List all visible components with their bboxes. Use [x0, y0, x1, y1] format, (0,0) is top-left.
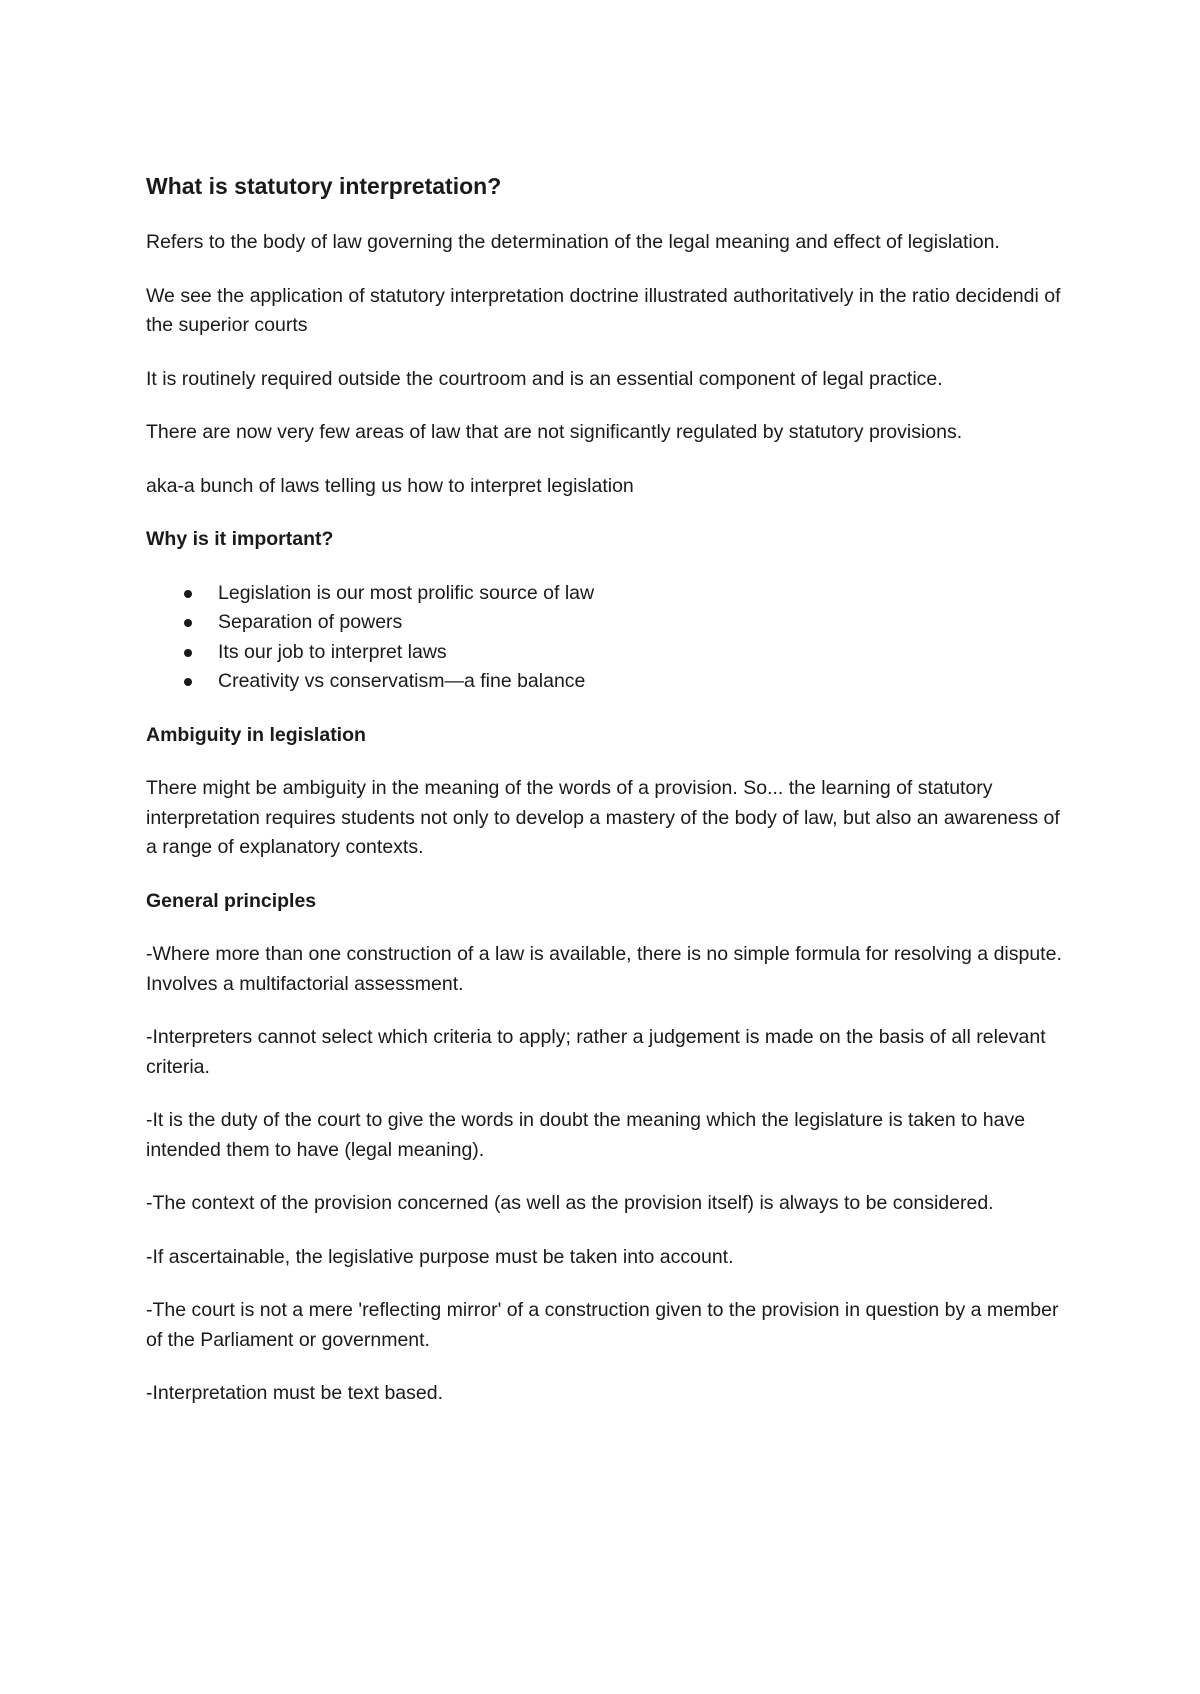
- document-page: [146, 170, 1066, 1433]
- principle-item: -Interpreters cannot select which criteria to apply; rather a judgement is made on the basis of all relevant criteria.: [146, 1026, 1046, 1078]
- principle-item: -Interpretation must be text based.: [146, 1382, 443, 1404]
- bullet-icon: [184, 619, 192, 627]
- list-item: [218, 638, 1066, 668]
- bullet-icon: [184, 649, 192, 657]
- list-item-text: Separation of powers: [218, 611, 403, 633]
- intro-paragraph: We see the application of statutory interpretation doctrine illustrated authoritatively in the ratio decidendi of the superior courts: [146, 284, 1061, 336]
- page-title: What is statutory interpretation?: [146, 173, 502, 199]
- list-item: [218, 608, 1066, 638]
- ambiguity-paragraph: There might be ambiguity in the meaning of the words of a provision. So... the learning of statutory interpretation requires students not only to develop a mastery of the body of law, but also an awareness of a range of explanatory contexts.: [146, 777, 1060, 858]
- bullet-icon: [184, 590, 192, 598]
- bullet-icon: [184, 678, 192, 686]
- principle-item: -It is the duty of the court to give the words in doubt the meaning which the legislature is taken to have intended them to have (legal meaning).: [146, 1109, 1026, 1161]
- intro-paragraph: There are now very few areas of law that are not significantly regulated by statutory provisions.: [146, 421, 963, 443]
- list-item: [218, 667, 1066, 697]
- intro-paragraph: aka-a bunch of laws telling us how to interpret legislation: [146, 474, 634, 497]
- principle-item: -The context of the provision concerned (as well as the provision itself) is always to be considered.: [146, 1192, 994, 1214]
- list-item-text: Legislation is our most prolific source of law: [218, 581, 595, 604]
- ambiguity-heading: Ambiguity in legislation: [146, 723, 366, 746]
- intro-paragraph: It is routinely required outside the courtroom and is an essential component of legal practice.: [146, 367, 943, 390]
- list-item: [218, 579, 1066, 609]
- principles-heading: General principles: [146, 889, 317, 912]
- list-item-text: Creativity vs conservatism—a fine balance: [218, 670, 586, 692]
- principle-item: -Where more than one construction of a law is available, there is no simple formula for resolving a dispute. Involves a multifactorial assessment.: [146, 943, 1062, 995]
- list-item-text: Its our job to interpret laws: [218, 640, 447, 663]
- intro-paragraph: Refers to the body of law governing the determination of the legal meaning and effect of legislation.: [146, 231, 1000, 253]
- importance-heading: Why is it important?: [146, 528, 334, 550]
- importance-list: [146, 579, 1066, 697]
- principle-item: -The court is not a mere 'reflecting mirror' of a construction given to the provision in question by a member of the Parliament or government.: [146, 1299, 1059, 1351]
- principle-item: -If ascertainable, the legislative purpose must be taken into account.: [146, 1245, 734, 1268]
